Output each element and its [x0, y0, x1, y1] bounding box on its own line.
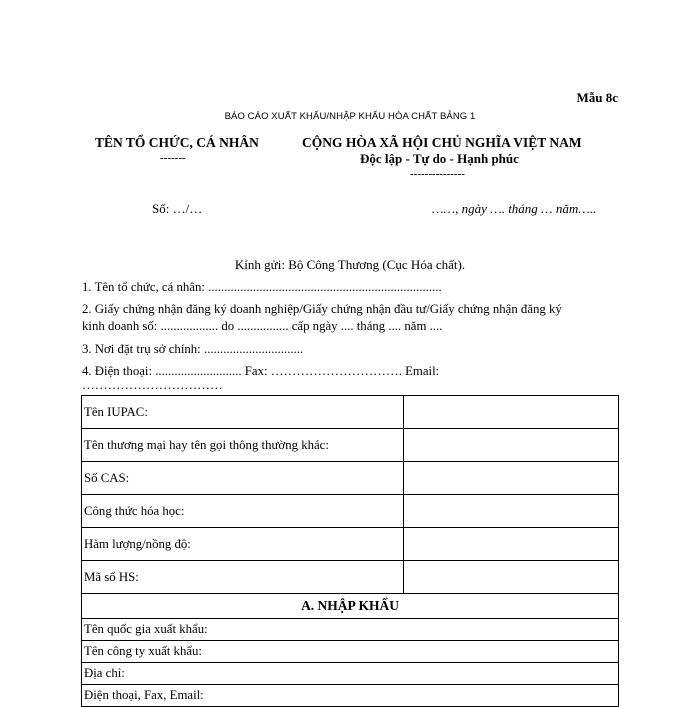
document-number: Số: …/… — [152, 201, 203, 216]
row-label: Mã số HS: — [82, 561, 404, 594]
row-label: Số CAS: — [82, 462, 404, 495]
field-organization-name: 1. Tên tổ chức, cá nhân: ......................................................................... — [82, 280, 442, 294]
date-line: ……, ngày …. tháng … năm….. — [432, 201, 597, 216]
row-value-cell[interactable] — [404, 429, 619, 462]
row-label[interactable]: Địa chỉ: — [82, 663, 619, 685]
report-title: BÁO CÁO XUẤT KHẨU/NHẬP KHẨU HÓA CHẤT BẢNG 1 — [224, 111, 476, 122]
table-row — [82, 495, 619, 528]
table-row — [82, 619, 619, 641]
row-value-cell[interactable] — [404, 396, 619, 429]
motto-divider: --------------- — [410, 168, 465, 180]
field-business-certificate-details: kinh doanh số: .................. do ................ cấp ngày .... tháng .... năm .... — [82, 319, 443, 333]
section-header-row — [82, 594, 619, 619]
row-label: Tên thương mại hay tên gọi thông thường khác: — [82, 429, 404, 462]
table-row — [82, 462, 619, 495]
row-label: Tên IUPAC: — [82, 396, 404, 429]
form-code: Mẫu 8c — [576, 90, 618, 105]
table-row — [82, 561, 619, 594]
row-label[interactable]: Tên công ty xuất khẩu: — [82, 641, 619, 663]
row-label[interactable]: Tên quốc gia xuất khẩu: — [82, 619, 619, 641]
row-value-cell[interactable] — [404, 528, 619, 561]
chemical-info-table — [81, 395, 619, 707]
recipient-line: Kính gửi: Bộ Công Thương (Cục Hóa chất). — [234, 257, 466, 272]
row-label[interactable]: Điện thoại, Fax, Email: — [82, 685, 619, 707]
table-row — [82, 641, 619, 663]
organization-name-heading: TÊN TỔ CHỨC, CÁ NHÂN — [95, 135, 259, 150]
row-value-cell[interactable] — [404, 561, 619, 594]
organization-divider: ------- — [160, 152, 186, 164]
country-heading: CỘNG HÒA XÃ HỘI CHỦ NGHĨA VIỆT NAM — [302, 135, 582, 150]
row-label: Hàm lượng/nồng độ: — [82, 528, 404, 561]
row-value-cell[interactable] — [404, 495, 619, 528]
field-contact-email: …………………………… — [82, 378, 223, 392]
section-a-title: A. NHẬP KHẨU — [82, 594, 619, 619]
field-head-office: 3. Nơi đặt trụ sở chính: ............................... — [82, 342, 304, 356]
national-motto: Độc lập - Tự do - Hạnh phúc — [360, 151, 519, 166]
field-business-certificate: 2. Giấy chứng nhận đăng ký doanh nghiệp/Giấy chứng nhận đầu tư/Giấy chứng nhận đăng ký — [82, 302, 562, 316]
table-row — [82, 396, 619, 429]
table-row — [82, 663, 619, 685]
field-contact: 4. Điện thoại: ........................... Fax: …………………………. Email: — [82, 364, 440, 378]
table-row — [82, 429, 619, 462]
table-row — [82, 685, 619, 707]
row-value-cell[interactable] — [404, 462, 619, 495]
row-label: Công thức hóa học: — [82, 495, 404, 528]
table-row — [82, 528, 619, 561]
